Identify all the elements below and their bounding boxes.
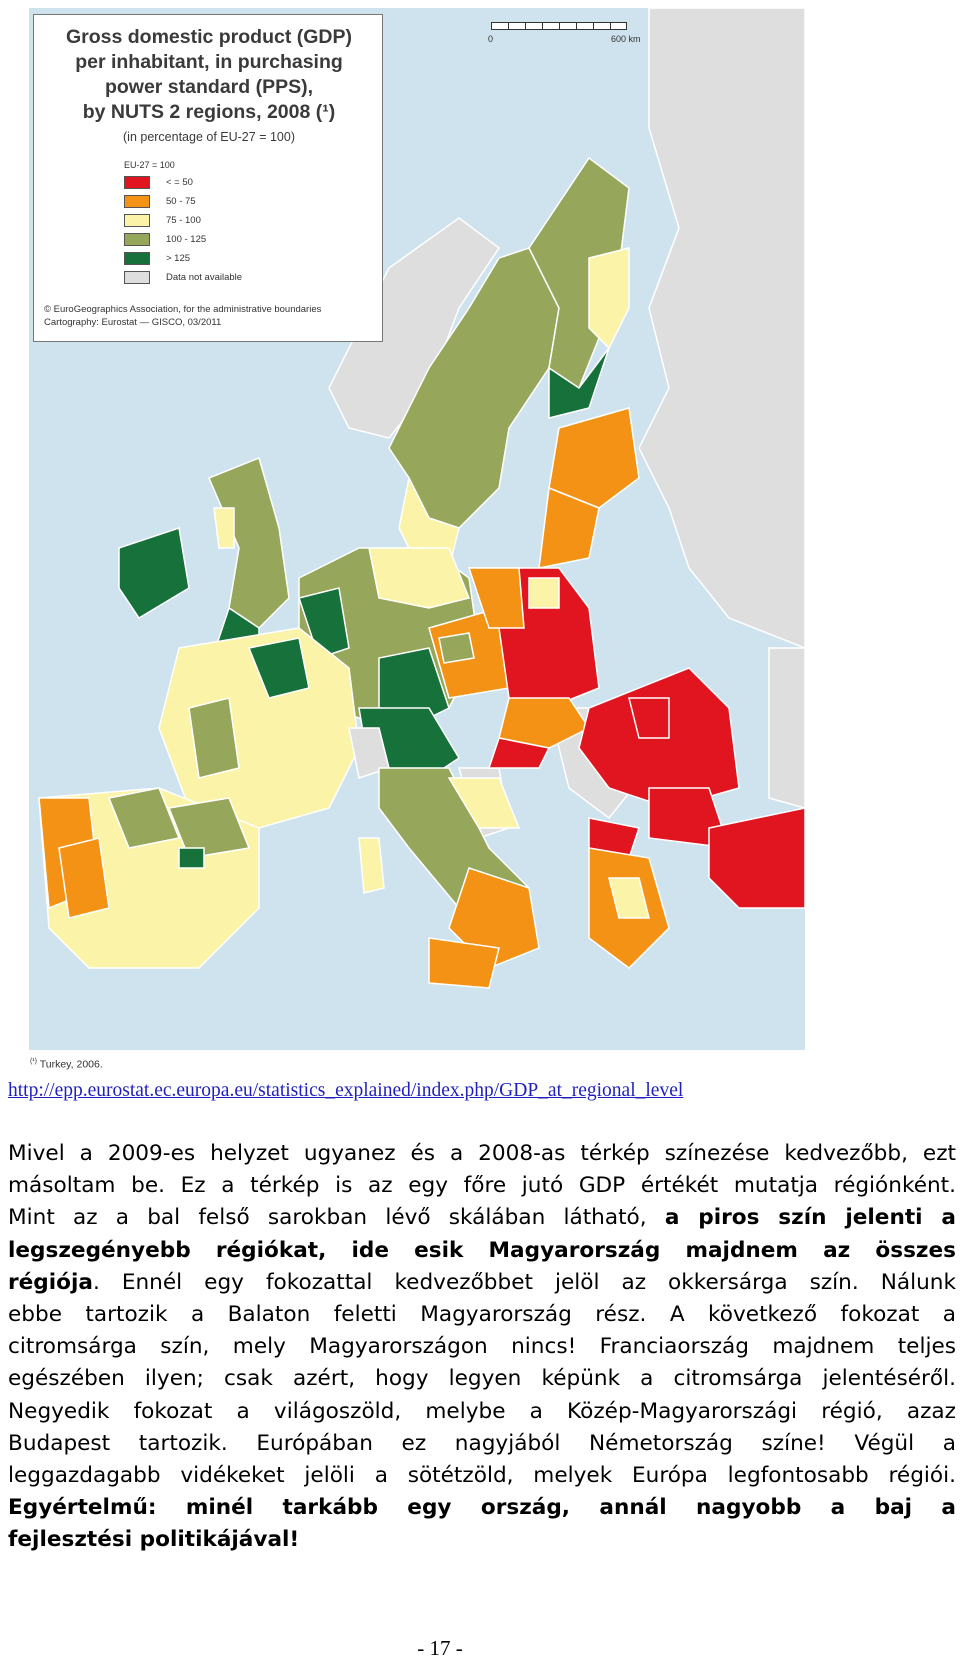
- legend-label: 75 - 100: [166, 215, 201, 226]
- paragraph-line: [8, 1460, 956, 1492]
- text-run: Budapest tartozik. Európában ez nagyjából Németország színe! Végül a: [8, 1430, 956, 1456]
- legend-label: 100 - 125: [166, 234, 207, 245]
- paragraph-line: [8, 1170, 956, 1202]
- legend-item: [124, 175, 193, 190]
- paragraph-line: [8, 1138, 956, 1170]
- body-paragraph: [8, 1138, 956, 1557]
- legend-title-line: per inhabitant, in purchasing: [75, 51, 343, 73]
- paragraph-line: [8, 1331, 956, 1363]
- legend-item: [124, 194, 196, 209]
- bold-text: régiója: [8, 1269, 93, 1295]
- paragraph-line: [8, 1396, 956, 1428]
- paragraph-line: [8, 1235, 956, 1267]
- text-run: másoltam be. Ez a térkép is az egy főre jutó GDP értékét mutatja régiónként.: [8, 1173, 956, 1199]
- scale-max-label: 600 km: [611, 34, 641, 44]
- text-run: citromsárga szín, mely Magyarországon nincs! Franciaország majdnem teljes: [8, 1334, 956, 1360]
- legend-label: > 125: [166, 253, 191, 264]
- legend-title-line: power standard (PPS),: [104, 76, 314, 98]
- legend-item: [124, 270, 242, 285]
- text-run: . Ennél egy fokozattal kedvezőbbet jelöl az okkersárga szín. Nálunk: [92, 1269, 956, 1295]
- text-run: Mivel a 2009-es helyzet ugyanez és a 2008-as térkép színezése kedvezőbb, ezt: [8, 1141, 956, 1166]
- legend-swatch: [124, 252, 150, 265]
- text-run: leggazdagabb vidékeket jelöli a sötétzöld, melyek Európa legfontosabb régiói.: [8, 1463, 956, 1489]
- legend-item: [124, 213, 201, 228]
- paragraph-line: [8, 1428, 956, 1460]
- legend-credits: [44, 303, 321, 329]
- credit-line: Cartography: Eurostat — GISCO, 03/2011: [44, 317, 222, 328]
- legend-item: [124, 232, 206, 247]
- bold-text: fejlesztési politikájával!: [8, 1527, 300, 1553]
- legend-swatch: [124, 176, 150, 189]
- legend-swatch: [124, 233, 150, 246]
- legend-base-label: EU-27 = 100: [124, 160, 175, 170]
- map-scale: [488, 18, 641, 48]
- legend-title-line: by NUTS 2 regions, 2008 (¹): [82, 101, 336, 123]
- legend-title-line: Gross domestic product (GDP): [65, 26, 353, 48]
- legend-subtitle: (in percentage of EU-27 = 100): [123, 130, 295, 144]
- paragraph-line: [8, 1524, 956, 1556]
- paragraph-line: [8, 1363, 956, 1395]
- legend-title: [34, 25, 384, 125]
- bold-text: Egyértelmű: minél tarkább egy ország, annál nagyobb a baj a: [8, 1495, 956, 1521]
- bold-text: legszegényebb régiókat, ide esik Magyarország majdnem az összes: [8, 1237, 956, 1263]
- legend-label: 50 - 75: [166, 196, 196, 207]
- credit-line: © EuroGeographics Association, for the administrative boundaries: [44, 304, 322, 315]
- legend-swatch: [124, 271, 150, 284]
- paragraph-line: [8, 1492, 956, 1524]
- text-run: egészében ilyen; csak azért, hogy legyen képünk a citromsárga jelentéséről.: [8, 1366, 956, 1392]
- text-run: Mint az a bal felső sarokban lévő skálában látható,: [8, 1205, 665, 1231]
- source-link[interactable]: http://epp.eurostat.ec.europa.eu/statistics_explained/index.php/GDP_at_regional_level: [8, 1080, 684, 1101]
- scale-zero-label: 0: [488, 34, 494, 44]
- legend-item: [124, 251, 190, 266]
- paragraph-line: [8, 1202, 956, 1234]
- footnote-text: Turkey, 2006.: [39, 1058, 103, 1071]
- legend-swatch: [124, 214, 150, 227]
- text-run: ebbe tartozik a Balaton feletti Magyarország rész. A következő fokozat a: [8, 1302, 956, 1328]
- text-run: Negyedik fokozat a világoszöld, melybe a Közép-Magyarországi régió, azaz: [8, 1398, 956, 1424]
- legend-label: < = 50: [166, 177, 193, 188]
- scale-bar: [491, 22, 627, 30]
- map-legend: [33, 14, 383, 342]
- paragraph-line: [8, 1267, 956, 1299]
- bold-text: a piros szín jelenti a: [664, 1205, 956, 1231]
- paragraph-line: [8, 1299, 956, 1331]
- footnote-mark: (¹): [30, 1058, 37, 1065]
- page-number: - 17 -: [417, 1636, 463, 1660]
- legend-swatch: [124, 195, 150, 208]
- legend-label: Data not available: [166, 272, 243, 283]
- map-footnote: [30, 1058, 103, 1071]
